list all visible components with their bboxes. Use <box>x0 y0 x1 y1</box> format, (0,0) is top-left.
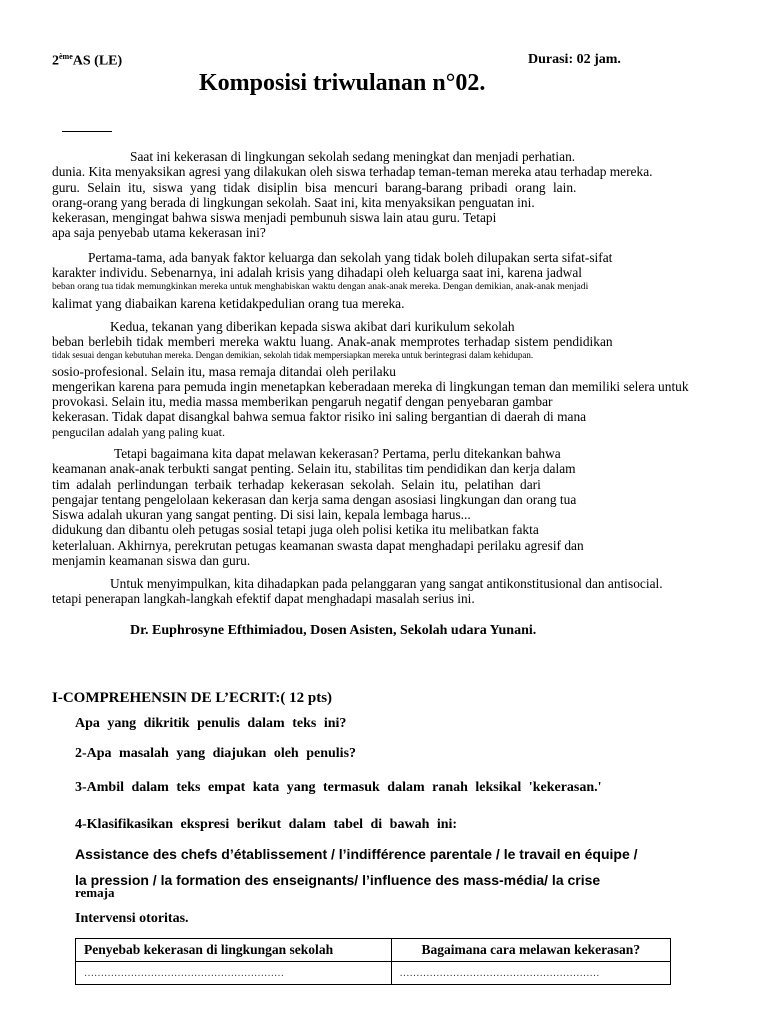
text-line: kekerasan. Tidak dapat disangkal bahwa semua faktor risiko ini saling bergantian di daerah di mana <box>52 409 587 425</box>
text-line: provokasi. Selain itu, media massa memberikan pengaruh negatif dengan penyebaran gambar <box>52 394 553 410</box>
text-line: menjamin keamanan siswa dan guru. <box>52 553 251 569</box>
class-number: 2 <box>52 53 59 69</box>
author-line: Dr. Euphrosyne Efthimiadou, Dosen Asisten, Sekolah udara Yunani. <box>130 623 537 638</box>
text-line: dunia. Kita menyaksikan agresi yang dilakukan oleh siswa terhadap teman-teman mereka atau terhadap mereka. <box>52 164 653 180</box>
text-line: pengucilan adalah yang paling kuat. <box>52 424 225 439</box>
text-line: Tetapi bagaimana kita dapat melawan kekerasan? Pertama, perlu ditekankan bahwa <box>114 446 561 461</box>
text-line: apa saja penyebab utama kekerasan ini? <box>52 225 266 241</box>
question-1: Apa yang dikritik penulis dalam teks ini? <box>75 716 347 731</box>
class-label <box>52 52 122 70</box>
paragraph-3 <box>52 319 762 440</box>
question-3: 3-Ambil dalam teks empat kata yang termasuk dalam ranah leksikal 'kekerasan.' <box>75 780 602 795</box>
table-header-solutions: Bagaimana cara melawan kekerasan? <box>391 939 670 962</box>
expressions-line-1: Assistance des chefs d’établissement / l’indifférence parentale / le travail en équipe / <box>75 846 638 862</box>
text-line: keamanan anak-anak terbukti sangat penting. Selain itu, stabilitas tim pendidikan dan kerja dalam <box>52 461 576 477</box>
text-line: kekerasan, mengingat bahwa siswa menjadi pembunuh siswa lain atau guru. Tetapi <box>52 210 497 226</box>
text-line: sosio-profesional. Selain itu, masa remaja ditandai oleh perilaku <box>52 363 396 379</box>
table-header-causes: Penyebab kekerasan di lingkungan sekolah <box>76 939 392 962</box>
text-line: Kedua, tekanan yang diberikan kepada siswa akibat dari kurikulum sekolah <box>110 319 515 334</box>
class-rest: AS (LE) <box>72 53 123 69</box>
class-superscript: ème <box>59 52 73 61</box>
text-line: beban berlebih tidak memberi mereka waktu luang. Anak-anak memprotes terhadap sistem pendidikan <box>52 334 613 350</box>
text-line: mengerikan karena para pemuda ingin menetapkan keberadaan mereka di lingkungan teman dan memiliki selera untuk <box>52 378 689 394</box>
text-line-small: beban orang tua tidak memungkinkan mereka untuk menghabiskan waktu dengan anak-anak mereka. Dengan demikian, anak-anak menjadi <box>52 280 589 292</box>
text-line: tetapi penerapan langkah-langkah efektif dapat menghadapi masalah serius ini. <box>52 591 475 607</box>
section-heading: I-COMPREHENSIN DE L’ECRIT:( 12 pts) <box>52 690 333 706</box>
question-2: 2-Apa masalah yang diajukan oleh penulis? <box>75 746 357 761</box>
expressions-line-2: la pression / la formation des enseignants/ l’influence des mass-média/ la crise <box>75 872 601 888</box>
text-line: kalimat yang diabaikan karena ketidakpedulian orang tua mereka. <box>52 295 405 311</box>
classification-table <box>75 938 671 985</box>
table-row <box>76 962 671 985</box>
text-line: karakter individu. Sebenarnya, ini adalah krisis yang dihadapi oleh keluarga saat ini, karena jadwal <box>52 265 582 281</box>
text-line: tim adalah perlindungan terbaik terhadap kekerasan sekolah. Selain itu, pelatihan dari <box>52 476 541 492</box>
paragraph-2 <box>52 250 762 311</box>
text-line: Untuk menyimpulkan, kita dihadapkan pada pelanggaran yang sangat antikonstitusional dan antisocial. <box>110 576 663 591</box>
expressions-line-4: Intervensi otoritas. <box>75 911 189 926</box>
paragraph-1 <box>52 149 762 241</box>
paragraph-5 <box>52 576 762 607</box>
answer-cell-causes[interactable]: …………………………………………………… <box>76 962 392 985</box>
answer-cell-solutions[interactable]: …………………………………………………… <box>391 962 670 985</box>
table-header-row <box>76 939 671 962</box>
question-4: 4-Klasifikasikan ekspresi berikut dalam tabel di bawah ini: <box>75 817 458 832</box>
text-line: didukung dan dibantu oleh petugas sosial tetapi juga oleh polisi ketika itu melibatkan fakta <box>52 522 539 538</box>
divider-line <box>62 131 112 132</box>
text-line: orang-orang yang berada di lingkungan sekolah. Saat ini, kita menyaksikan penguatan ini. <box>52 194 535 210</box>
text-line: Saat ini kekerasan di lingkungan sekolah sedang meningkat dan menjadi perhatian. <box>130 149 576 164</box>
text-line: Siswa adalah ukuran yang sangat penting. Di sisi lain, kepala lembaga harus... <box>52 507 471 523</box>
text-line-small: tidak sesuai dengan kebutuhan mereka. Dengan demikian, sekolah tidak mempersiapkan mereka untuk berintegrasi dalam kehidupan. <box>52 349 534 360</box>
expressions-line-3: remaja <box>75 885 115 900</box>
text-line: pengajar tentang pengelolaan kekerasan dan kerja sama dengan asosiasi lingkungan dan orang tua <box>52 491 577 507</box>
duration-label: Durasi: 02 jam. <box>528 52 621 67</box>
text-line: guru. Selain itu, siswa yang tidak disiplin bisa mencuri barang-barang pribadi orang lain. <box>52 179 577 195</box>
text-line: keterlaluan. Akhirnya, perekrutan petugas keamanan swasta dapat menghadapi perilaku agresif dan <box>52 537 584 553</box>
text-line: Pertama-tama, ada banyak faktor keluarga dan sekolah yang tidak boleh dilupakan serta sifat-sifat <box>88 250 613 265</box>
paragraph-4 <box>52 446 762 568</box>
page-title: Komposisi triwulanan n°02. <box>199 70 486 96</box>
